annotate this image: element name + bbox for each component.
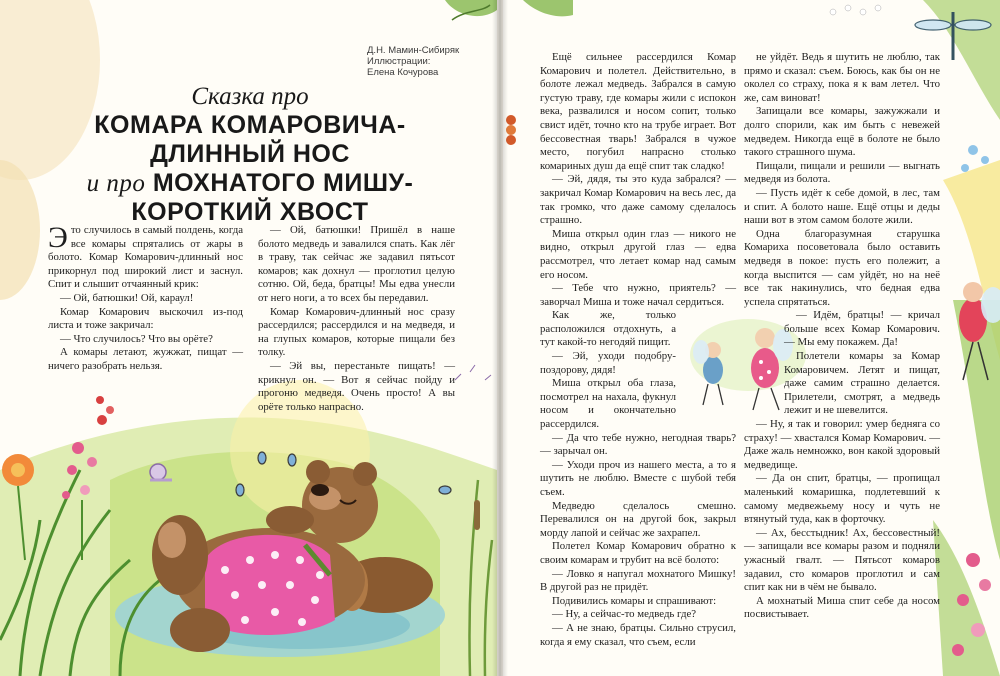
paragraph: Запищали все комары, зажужжали и долго спорили, как им быть с невежей медведем. Никогда ещё в болоте не было такого страшного шума. — [744, 105, 940, 159]
credits — [367, 45, 487, 78]
paragraph: Подивились комары и спрашивают: — [552, 594, 717, 607]
title-line-3: ДЛИННЫЙ НОС — [150, 140, 350, 168]
title-line-2: КОМАРА КОМАРОВИЧА- — [94, 111, 406, 139]
paragraph: Пищали, пищали и решили — выгнать медведя из болота. — [744, 159, 940, 186]
paragraph: А комары летают, жужжат, пищат — ничего разобрать нельзя. — [48, 346, 243, 372]
left-column-2 — [258, 224, 455, 414]
paragraph: Миша открыл один глаз — никого не видно, открыл другой глаз — едва рассмотрел, что летает комар над самым его носом. — [540, 227, 736, 281]
leaf-icon — [523, 0, 573, 16]
paragraph: — А не знаю, братцы. Сильно струсил, когда я ему сказал, что съем, если — [540, 621, 736, 648]
paragraph: — Ну, а сейчас-то медведь где? — [552, 608, 697, 621]
paragraph: — Эй вы, перестаньте пищать! — крикнул он. — Вот я сейчас пойду и прогоню медведя. Очень просто! А вы орёте только напрасно. — [258, 359, 455, 413]
paragraph: — Да он спит, братцы, — пропищал маленький комаришка, подлетевший к самому медвежьему носу и чуть не втянутый туда, как в форточку. — [744, 472, 940, 526]
paragraph: — Пусть идёт к себе домой, в лес, там и спит. А болото наше. Ещё отцы и деды наши вот в этом самом болоте жили. — [744, 186, 940, 227]
paragraph: — Эй, дядя, ты это куда забрался? — закричал Комар Комарович на весь лес, да так громко, что даже самому сделалось страшно. — [540, 173, 736, 227]
cattail-icon — [474, 500, 480, 530]
paragraph: — Идём, братцы! — кричал больше всех Комар Комарович. — Мы ему покажем. Да! — [784, 309, 940, 349]
paragraph: — Ой, батюшки! Пришёл в наше болото медведь и завалился спать. Как лёг в траву, так сейчас же задавил пятьсот комаров; как дохнул — проглотил целую сотню. Ой, беда, братцы! Мы едва унесли от него ноги, а то всех бы передавил. — [258, 224, 455, 304]
title-line-4 — [60, 169, 440, 198]
paragraph: Комар Комарович выскочил из-под листа и тоже закричал: — [48, 305, 243, 332]
paragraph: Медведю сделалось смешно. Перевалился он на другой бок, закрыл морду лапой и сейчас же захрапел. — [540, 499, 736, 539]
right-page — [503, 0, 1000, 676]
paragraph: Ещё сильнее рассердился Комар Комарович и полетел. Действительно, в болоте лежал медведь. Забрался в самую густую траву, где комары жили с испокон века, развалился и носом сопит, только свист идёт, точно кто на трубе играет. Вот бессовестная тварь! Забрался в чужое место, погубил напрасно столько комариных душ да ещё спит так сладко! — [540, 51, 736, 172]
paragraph: — Да что тебе нужно, негодная тварь? — зарычал он. — [540, 431, 736, 458]
title-line-5: КОРОТКИЙ ХВОСТ — [131, 198, 369, 226]
right-column-1 — [540, 51, 736, 649]
story-title — [60, 83, 440, 227]
book-gutter — [492, 0, 508, 676]
title-line-4-italic: и про — [86, 170, 146, 197]
paragraph: — Ну, я так и говорил: умер бедняга со страху! — хвастался Комар Комарович. — Даже жаль немножко, вон какой здоровый медведище. — [744, 418, 940, 471]
right-column-2 — [744, 51, 940, 622]
paragraph: А мохнатый Миша спит себе да носом посвистывает. — [744, 594, 940, 621]
paragraph: — Ах, бесстыдник! Ах, бессовестный! — запищали все комары разом и подняли ужасный гвалт. — Пятьсот комаров задавил, сто комаров проглотил и сам спит как ни в чём не бывало. — [744, 526, 940, 594]
paragraph: — Ловко я напугал мохнатого Мишку! В другой раз не придёт. — [540, 567, 736, 594]
left-column-1 — [48, 221, 243, 374]
paragraph: не уйдёт. Ведь я шутить не люблю, так прямо и сказал: съем. Боюсь, как бы он не околел со страху, пока я к вам летел. Что же, сам виноват! — [744, 51, 940, 104]
illustrator-name: Елена Кочурова — [367, 67, 439, 78]
paragraph: — Ой, батюшки! Ой, караул! — [60, 291, 194, 304]
title-line-4-caps: МОХНАТОГО МИШУ- — [152, 169, 414, 197]
paragraph: Полетел Комар Комарович обратно к своим комарам и трубит на всё болото: — [540, 540, 736, 566]
paragraph: Полетели комары за Комар Комаровичем. Летят и пищат, даже самим страшно делается. Прилетели, смотрят, а медведь лежит и не шевелится. — [784, 350, 940, 417]
paragraph: Миша открыл оба глаза, посмотрел на нахала, фукнул носом и окончательно рассердился. — [540, 377, 676, 431]
leaf-icon — [445, 0, 497, 16]
author-name: Д.Н. Мамин-Сибиряк — [367, 45, 460, 56]
drop-cap: Э — [48, 221, 68, 254]
paragraph: — Тебе что нужно, приятель? — заворчал Миша и тоже начал сердиться. — [540, 282, 736, 308]
paragraph: Это случилось в самый полдень, когда все комары спрятались от жары в болото. Комар Комарович-длинный нос прикорнул под широкий лист и заснул. Спит и слышит отчаянный крик: — [48, 221, 243, 291]
paragraph: — Уходи проч из нашего места, а то я шутить не люблю. Вместе с шубой тебя съем. — [540, 458, 736, 498]
left-page — [0, 0, 497, 676]
paragraph: Как же, только расположился отдохнуть, а тут какой-то негодяй пищит. — [540, 309, 676, 349]
paragraph: Комар Комарович-длинный нос сразу рассердился; рассердился и на медведя, и на глупых комаров, которые пищали без толку. — [258, 305, 455, 359]
daisy-flower-icon — [830, 5, 881, 15]
paragraph: Одна благоразумная старушка Комариха посоветовала было оставить медведя в покое: пусть его полежит, а когда выспится — сам уйдёт, но на неё все так накинулись, что бедная едва успела спрятаться. — [744, 227, 940, 308]
illustrations-label: Иллюстрации: — [367, 56, 431, 67]
red-flower-icon — [96, 396, 114, 425]
paragraph: — Что случилось? Что вы орёте? — [60, 332, 213, 345]
title-line-1: Сказка про — [191, 83, 309, 110]
paragraph: — Эй, уходи подобру-поздорову, дядя! — [540, 350, 676, 376]
